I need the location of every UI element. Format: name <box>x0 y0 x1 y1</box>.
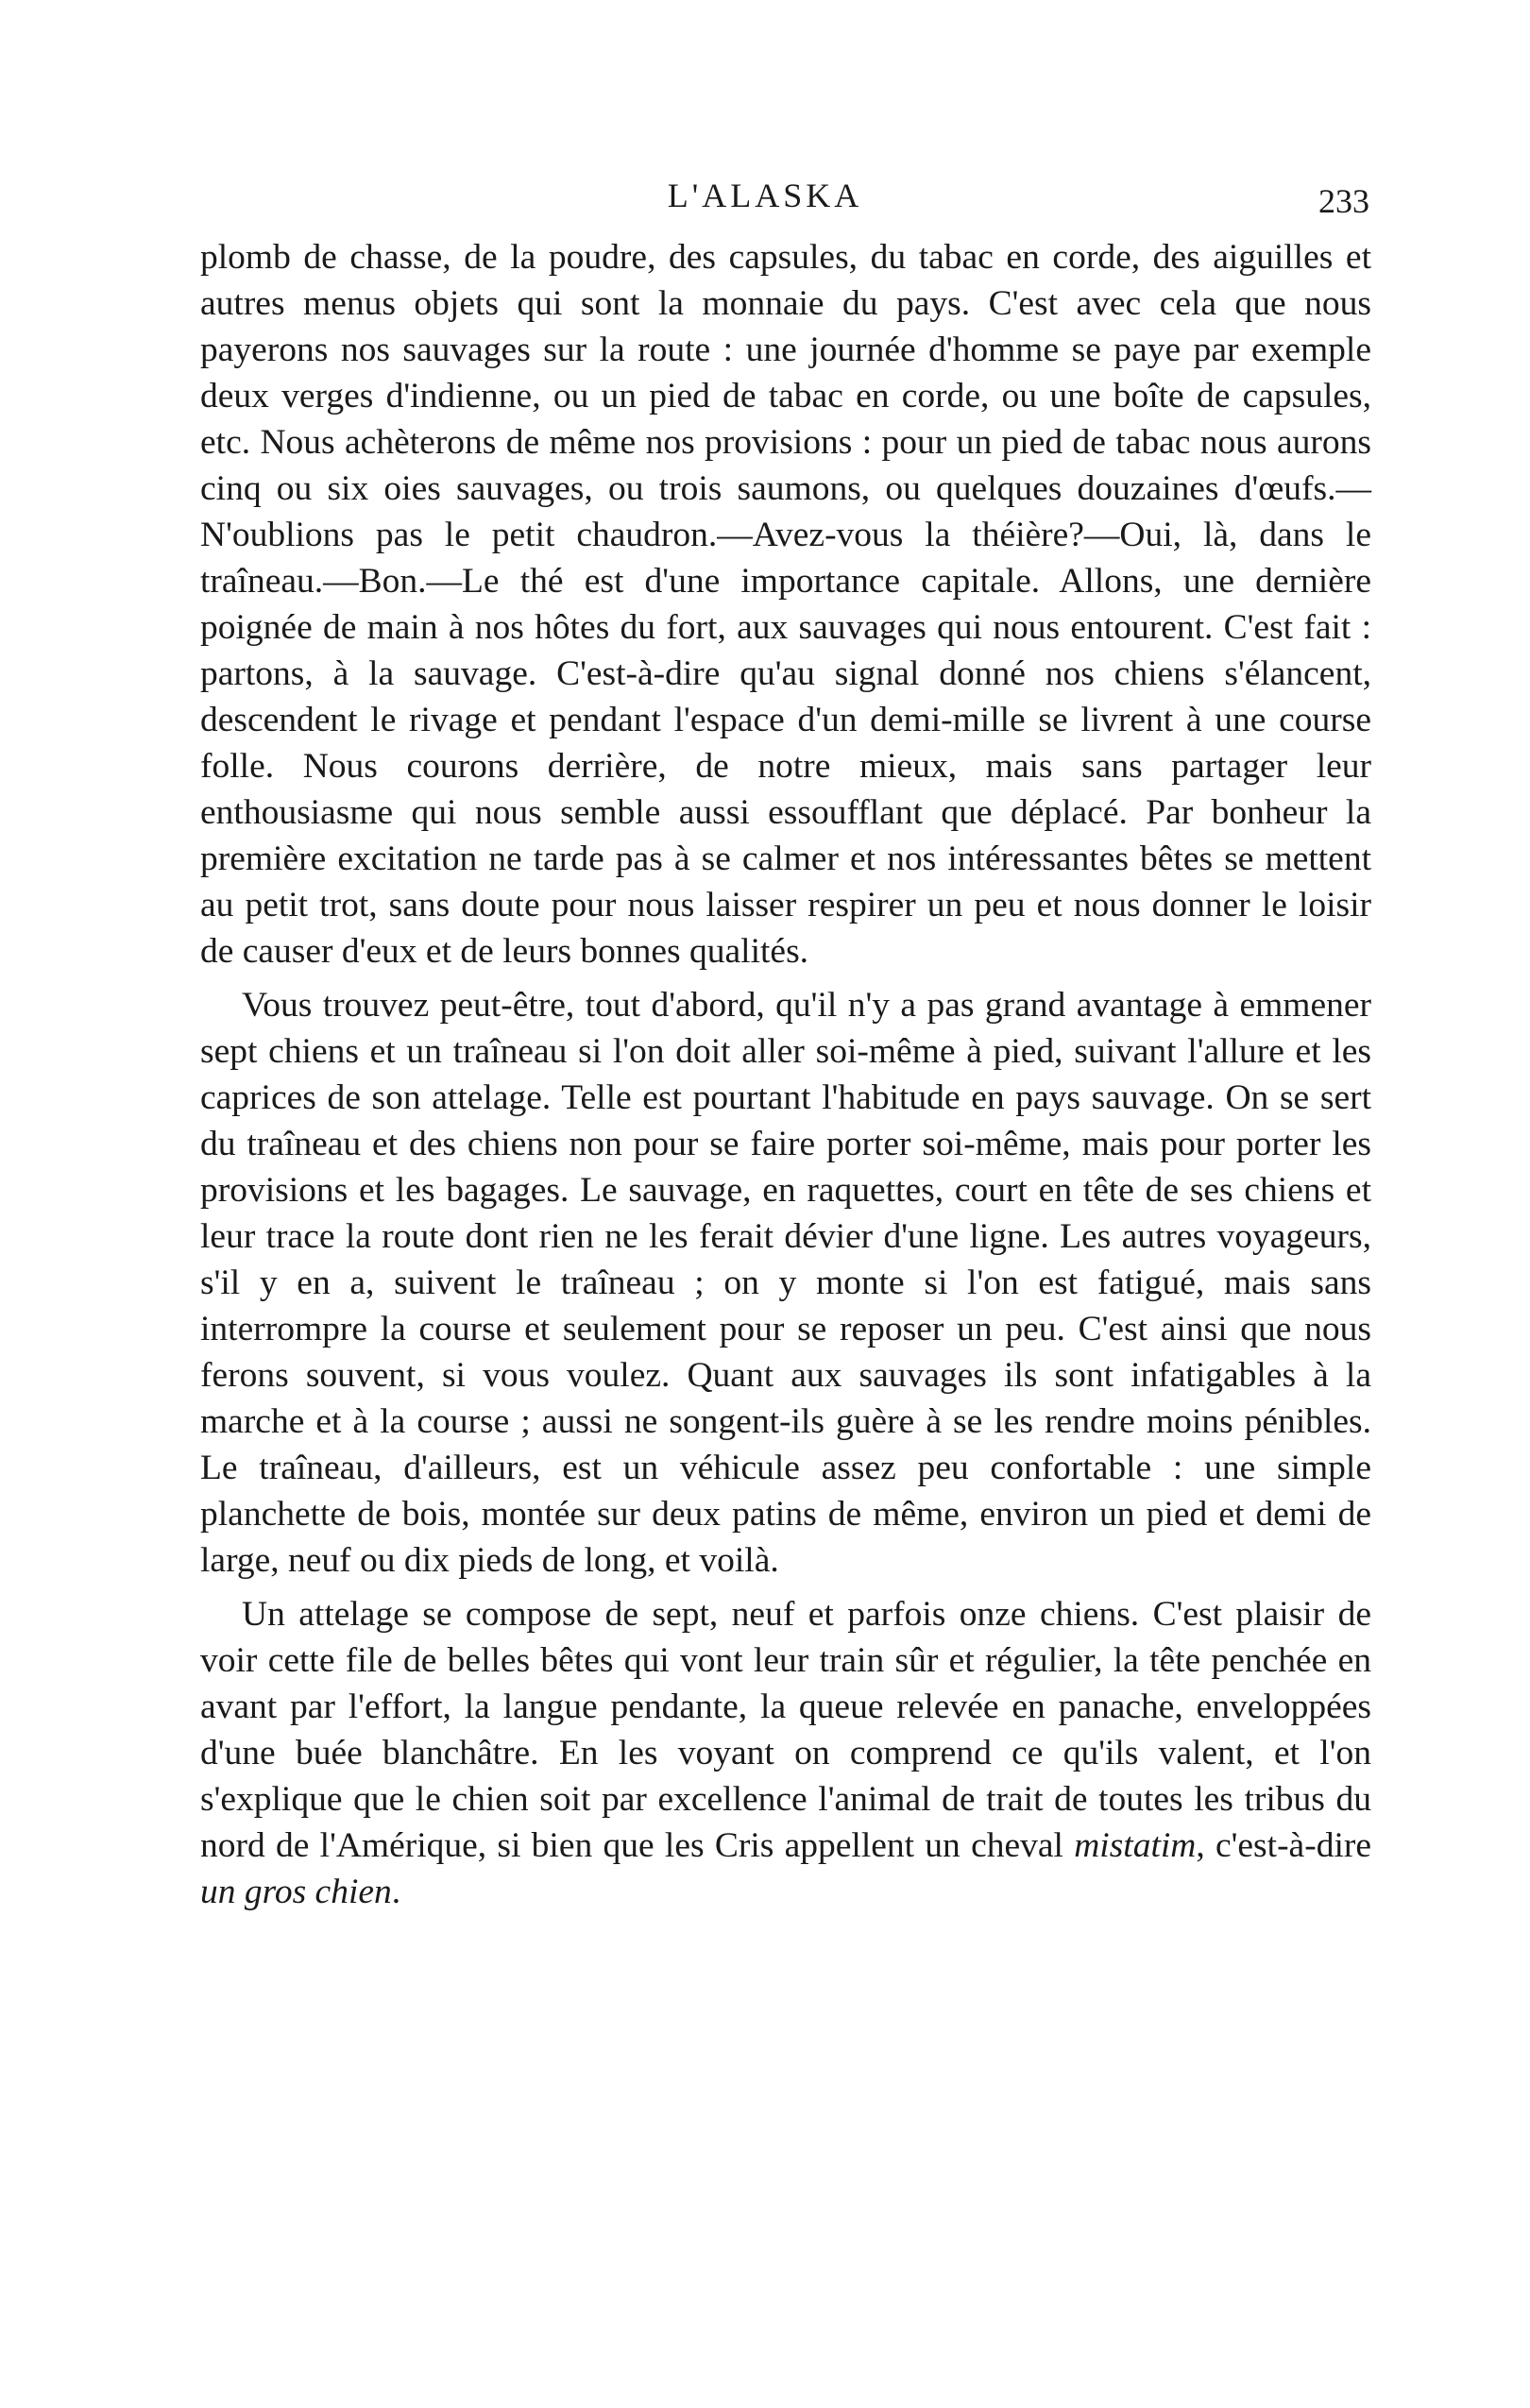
page-number: 233 <box>1318 182 1369 220</box>
body-text <box>200 234 1371 1915</box>
paragraph-3-end: . <box>391 1873 401 1911</box>
paragraph-3 <box>200 1591 1371 1915</box>
italic-word: mistatim <box>1074 1826 1197 1865</box>
paragraph-3-main: Un attelage se compose de sept, neuf et parfois onze chiens. C'est plaisir de voir cette file de belles bêtes qui vont leur train sûr et régulier, la tête penchée en avant par l'effort, la langue pendante, la queue relevée en panache, enveloppées d'une buée blanchâtre. En les voyant on comprend ce qu'ils valent, et l'on s'explique que le chien soit par excellence l'animal de trait de toutes les tribus du nord de l'Amérique, si bien que les Cris appellent un cheval <box>200 1595 1371 1865</box>
paragraph-3-mid: , c'est-à-dire <box>1196 1826 1371 1865</box>
paragraph-1: plomb de chasse, de la poudre, des capsules, du tabac en corde, des aiguilles et autres menus objets qui sont la monnaie du pays. C'est avec cela que nous payerons nos sauvages sur la route : une journée d'homme se paye par exemple deux verges d'indienne, ou un pied de tabac en corde, ou une boîte de capsules, etc. Nous achèterons de même nos provisions : pour un pied de tabac nous aurons cinq ou six oies sauvages, ou trois saumons, ou quelques douzaines d'œufs.—N'oublions pas le petit chaudron.—Avez-vous la théière?—Oui, là, dans le traîneau.—Bon.—Le thé est d'une importance capitale. Allons, une dernière poignée de main à nos hôtes du fort, aux sauvages qui nous entourent. C'est fait : partons, à la sauvage. C'est-à-dire qu'au signal donné nos chiens s'élancent, descendent le rivage et pendant l'espace d'un demi-mille se livrent à une course folle. Nous courons derrière, de notre mieux, mais sans partager leur enthousiasme qui nous semble aussi essoufflant que déplacé. Par bonheur la première excitation ne tarde pas à se calmer et nos intéressantes bêtes se mettent au petit trot, sans doute pour nous laisser respirer un peu et nous donner le loisir de causer d'eux et de leurs bonnes qualités. <box>200 238 1371 971</box>
italic-phrase: un gros chien <box>200 1873 392 1911</box>
paragraph-2: Vous trouvez peut-être, tout d'abord, qu'il n'y a pas grand avantage à emmener sept chiens et un traîneau si l'on doit aller soi-même à pied, suivant l'allure et les caprices de son attelage. Telle est pourtant l'habitude en pays sauvage. On se sert du traîneau et des chiens non pour se faire porter soi-même, mais pour porter les provisions et les bagages. Le sauvage, en raquettes, court en tête de ses chiens et leur trace la route dont rien ne les ferait dévier d'une ligne. Les autres voyageurs, s'il y en a, suivent le traîneau ; on y monte si l'on est fatigué, mais sans interrompre la course et seulement pour se reposer un peu. C'est ainsi que nous ferons souvent, si vous voulez. Quant aux sauvages ils sont infatigables à la marche et à la course ; aussi ne songent-ils guère à se les rendre moins pénibles. Le traîneau, d'ailleurs, est un véhicule assez peu confortable : une simple planchette de bois, montée sur deux patins de même, environ un pied et demi de large, neuf ou dix pieds de long, et voilà. <box>200 986 1371 1580</box>
running-title: L'ALASKA <box>667 177 863 214</box>
